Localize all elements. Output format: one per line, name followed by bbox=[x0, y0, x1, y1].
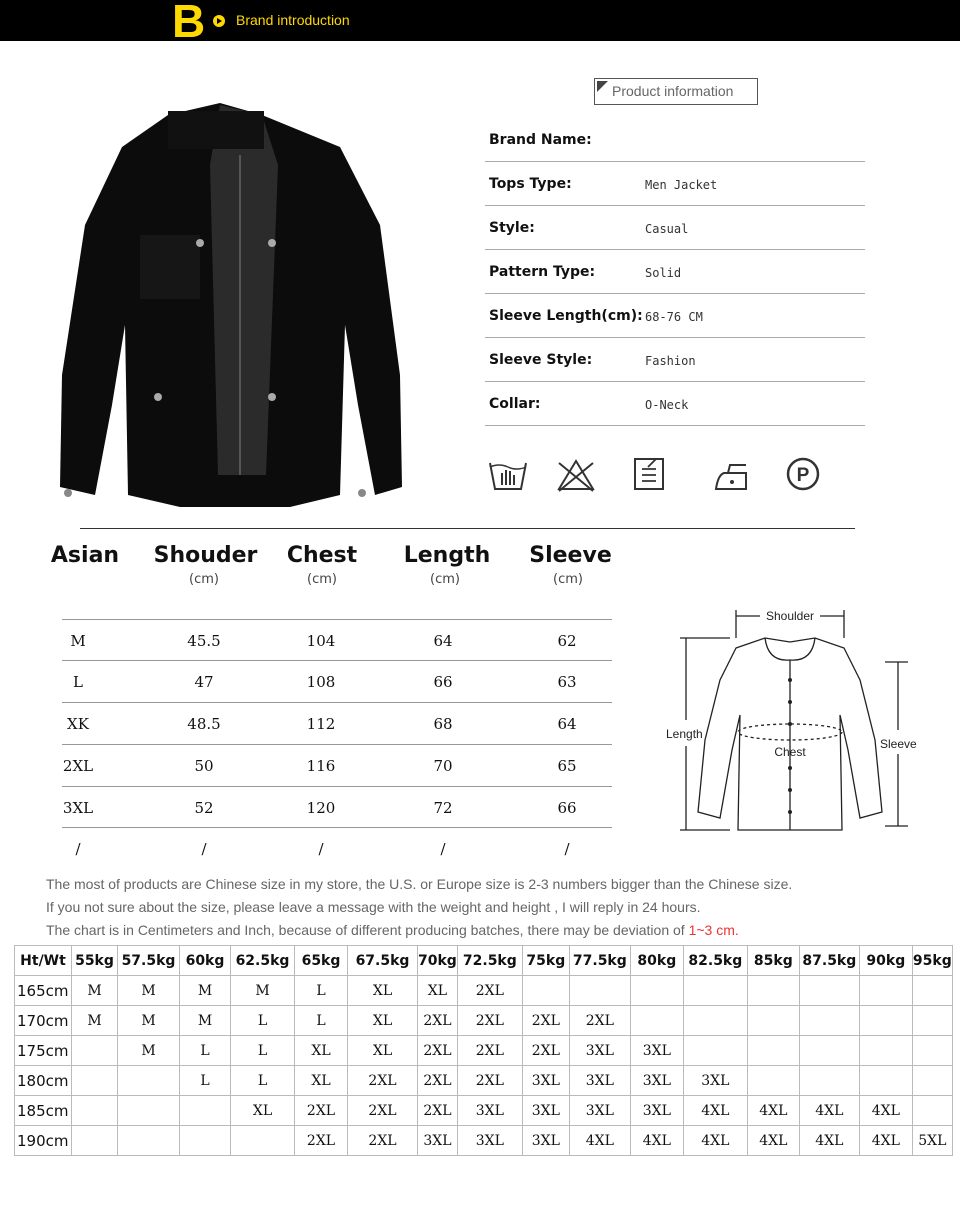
size-cell: 65 bbox=[557, 757, 577, 775]
size-cell: 68 bbox=[433, 715, 453, 733]
brand-logo-letter: B bbox=[172, 0, 206, 47]
size-cell bbox=[630, 976, 683, 1006]
size-cell bbox=[799, 1036, 859, 1066]
table-row bbox=[15, 1126, 953, 1156]
diagram-shoulder-label: Shoulder bbox=[765, 609, 815, 623]
size-cell bbox=[72, 1126, 118, 1156]
height-label: 165cm bbox=[15, 976, 72, 1006]
size-cell: 2XL bbox=[418, 1036, 458, 1066]
size-cell bbox=[683, 976, 747, 1006]
size-cell: 66 bbox=[433, 673, 453, 691]
size-cell: / bbox=[440, 840, 446, 858]
size-cell bbox=[912, 1066, 952, 1096]
size-cell: 3XL bbox=[630, 1066, 683, 1096]
size-cell: 4XL bbox=[569, 1126, 630, 1156]
size-cell: 3XL bbox=[418, 1126, 458, 1156]
size-cell: 2XL bbox=[348, 1066, 418, 1096]
measurement-diagram bbox=[660, 600, 930, 850]
size-cell: 4XL bbox=[859, 1096, 912, 1126]
iron-icon bbox=[710, 455, 752, 495]
size-cell: 2XL bbox=[457, 976, 522, 1006]
info-row-sleeve-length bbox=[485, 294, 865, 338]
size-cell bbox=[231, 1126, 295, 1156]
size-cell: 64 bbox=[557, 715, 577, 733]
size-cell bbox=[72, 1036, 118, 1066]
size-cell: 3XL bbox=[522, 1126, 569, 1156]
weight-header: 65kg bbox=[295, 946, 348, 976]
size-cell: 3XL bbox=[683, 1066, 747, 1096]
size-cell: 4XL bbox=[799, 1096, 859, 1126]
size-cell: 4XL bbox=[747, 1096, 799, 1126]
size-cell: 3XL bbox=[569, 1096, 630, 1126]
size-note-3-text: The chart is in Centimeters and Inch, because of different producing batches, there may be deviation of bbox=[46, 922, 689, 938]
weight-header: 80kg bbox=[630, 946, 683, 976]
size-cell: 2XL bbox=[457, 1036, 522, 1066]
size-note-3-deviation: 1~3 cm. bbox=[688, 922, 739, 938]
size-cell bbox=[683, 1006, 747, 1036]
diagram-chest-label: Chest bbox=[774, 745, 806, 759]
size-cell: XL bbox=[295, 1066, 348, 1096]
size-unit: (cm) bbox=[307, 572, 337, 587]
size-cell: 66 bbox=[557, 799, 577, 817]
size-cell: L bbox=[231, 1006, 295, 1036]
product-info-title: Product information bbox=[594, 78, 758, 105]
weight-header: 67.5kg bbox=[348, 946, 418, 976]
height-label: 180cm bbox=[15, 1066, 72, 1096]
size-cell: 3XL bbox=[569, 1066, 630, 1096]
size-cell: XL bbox=[348, 1036, 418, 1066]
size-row bbox=[62, 827, 612, 868]
diagram-sleeve-label: Sleeve bbox=[880, 737, 917, 751]
size-cell bbox=[683, 1036, 747, 1066]
size-cell: M bbox=[180, 1006, 231, 1036]
size-cell: L bbox=[295, 976, 348, 1006]
weight-header: 90kg bbox=[859, 946, 912, 976]
size-cell: 2XL bbox=[348, 1126, 418, 1156]
size-cell: L bbox=[180, 1066, 231, 1096]
size-cell: 3XL bbox=[630, 1096, 683, 1126]
size-cell: 108 bbox=[306, 673, 336, 691]
info-value: O-Neck bbox=[645, 398, 689, 412]
size-cell: 2XL bbox=[569, 1006, 630, 1036]
size-cell bbox=[118, 1066, 180, 1096]
dry-clean-icon bbox=[783, 455, 825, 495]
size-cell: L bbox=[295, 1006, 348, 1036]
svg-text:P: P bbox=[796, 465, 810, 486]
weight-header: 87.5kg bbox=[799, 946, 859, 976]
size-cell: 5XL bbox=[912, 1126, 952, 1156]
size-cell: 112 bbox=[306, 715, 336, 733]
brand-title: Brand introduction bbox=[236, 12, 350, 28]
size-cell: 45.5 bbox=[187, 632, 221, 650]
size-cell: 2XL bbox=[522, 1036, 569, 1066]
weight-header: 95kg bbox=[912, 946, 952, 976]
size-cell: 2XL bbox=[62, 757, 94, 775]
size-cell: M bbox=[72, 976, 118, 1006]
info-row-collar bbox=[485, 382, 865, 426]
weight-header: 85kg bbox=[747, 946, 799, 976]
size-cell bbox=[859, 1066, 912, 1096]
size-cell: XL bbox=[418, 976, 458, 1006]
size-cell: XL bbox=[231, 1096, 295, 1126]
info-row-sleeve-style bbox=[485, 338, 865, 382]
size-cell: / bbox=[75, 840, 81, 858]
size-cell bbox=[180, 1096, 231, 1126]
info-value: Casual bbox=[645, 222, 689, 236]
info-value: Men Jacket bbox=[645, 178, 718, 192]
info-value: Solid bbox=[645, 266, 682, 280]
size-cell bbox=[799, 1066, 859, 1096]
size-cell: 4XL bbox=[683, 1126, 747, 1156]
size-cell bbox=[747, 1006, 799, 1036]
size-cell: 2XL bbox=[348, 1096, 418, 1126]
size-cell: 4XL bbox=[630, 1126, 683, 1156]
weight-header: 55kg bbox=[72, 946, 118, 976]
size-cell: 120 bbox=[306, 799, 336, 817]
info-row-style bbox=[485, 206, 865, 250]
size-cell bbox=[747, 1036, 799, 1066]
table-corner: Ht/Wt bbox=[15, 946, 72, 976]
size-cell: 2XL bbox=[418, 1066, 458, 1096]
size-cell: 3XL bbox=[522, 1096, 569, 1126]
size-cell: 4XL bbox=[747, 1126, 799, 1156]
size-cell: 2XL bbox=[457, 1006, 522, 1036]
size-unit: (cm) bbox=[430, 572, 460, 587]
table-row bbox=[15, 1096, 953, 1126]
size-cell bbox=[859, 1036, 912, 1066]
weight-header: 62.5kg bbox=[231, 946, 295, 976]
size-cell: 52 bbox=[194, 799, 214, 817]
size-cell: M bbox=[118, 1036, 180, 1066]
diagram-length-label: Length bbox=[666, 727, 703, 741]
size-cell bbox=[72, 1066, 118, 1096]
weight-header: 82.5kg bbox=[683, 946, 747, 976]
size-cell: 4XL bbox=[859, 1126, 912, 1156]
size-header-chest: Chest bbox=[286, 543, 358, 568]
size-cell: 3XL bbox=[522, 1066, 569, 1096]
size-cell bbox=[747, 1066, 799, 1096]
size-note-3 bbox=[46, 922, 739, 938]
size-header-sleeve: Sleeve bbox=[529, 543, 612, 568]
size-cell: M bbox=[180, 976, 231, 1006]
info-row-brand bbox=[485, 118, 865, 162]
weight-header: 75kg bbox=[522, 946, 569, 976]
size-cell bbox=[522, 976, 569, 1006]
size-row bbox=[62, 619, 612, 660]
size-cell: XL bbox=[295, 1036, 348, 1066]
info-value: Fashion bbox=[645, 354, 696, 368]
table-row bbox=[15, 976, 953, 1006]
size-row bbox=[62, 660, 612, 701]
info-label: Tops Type: bbox=[489, 176, 572, 192]
size-cell bbox=[569, 976, 630, 1006]
table-row bbox=[15, 1066, 953, 1096]
size-cell: 64 bbox=[433, 632, 453, 650]
size-cell: 72 bbox=[433, 799, 453, 817]
size-cell bbox=[747, 976, 799, 1006]
size-cell: 2XL bbox=[522, 1006, 569, 1036]
table-row bbox=[15, 1036, 953, 1066]
size-cell: 116 bbox=[306, 757, 336, 775]
size-cell: 2XL bbox=[418, 1096, 458, 1126]
size-row bbox=[62, 702, 612, 743]
size-cell: M bbox=[118, 976, 180, 1006]
corner-mark-icon bbox=[597, 81, 608, 92]
size-cell: M bbox=[231, 976, 295, 1006]
size-cell bbox=[630, 1006, 683, 1036]
play-icon bbox=[213, 15, 225, 27]
size-unit: (cm) bbox=[553, 572, 583, 587]
no-bleach-icon bbox=[555, 455, 597, 495]
size-header-asian: Asian bbox=[50, 543, 120, 568]
size-cell: 3XL bbox=[569, 1036, 630, 1066]
size-cell: 3XL bbox=[62, 799, 94, 817]
weight-header-row bbox=[15, 946, 953, 976]
size-cell bbox=[799, 976, 859, 1006]
size-row bbox=[62, 786, 612, 827]
size-cell bbox=[912, 1036, 952, 1066]
size-note-1: The most of products are Chinese size in my store, the U.S. or Europe size is 2-3 numbers bigger than the Chinese size. bbox=[46, 876, 793, 892]
size-cell: 2XL bbox=[295, 1096, 348, 1126]
size-header-shoulder: Shouder bbox=[153, 543, 258, 568]
size-cell bbox=[859, 976, 912, 1006]
size-cell: 3XL bbox=[630, 1036, 683, 1066]
table-row bbox=[15, 1006, 953, 1036]
size-cell bbox=[799, 1006, 859, 1036]
size-cell: M bbox=[118, 1006, 180, 1036]
size-cell: L bbox=[180, 1036, 231, 1066]
weight-header: 72.5kg bbox=[457, 946, 522, 976]
info-row-tops-type bbox=[485, 162, 865, 206]
size-cell: 50 bbox=[194, 757, 214, 775]
size-cell: / bbox=[318, 840, 324, 858]
size-cell: 47 bbox=[194, 673, 214, 691]
section-divider bbox=[80, 528, 855, 529]
size-cell: 4XL bbox=[799, 1126, 859, 1156]
info-label: Collar: bbox=[489, 396, 541, 412]
size-cell: 3XL bbox=[457, 1126, 522, 1156]
height-weight-table bbox=[14, 945, 953, 1156]
info-label: Pattern Type: bbox=[489, 264, 596, 280]
weight-header: 60kg bbox=[180, 946, 231, 976]
info-label: Style: bbox=[489, 220, 535, 236]
size-cell: / bbox=[564, 840, 570, 858]
height-label: 170cm bbox=[15, 1006, 72, 1036]
size-note-2: If you not sure about the size, please leave a message with the weight and height , I will reply in 24 hours. bbox=[46, 899, 701, 915]
size-cell: / bbox=[201, 840, 207, 858]
size-cell: 2XL bbox=[457, 1066, 522, 1096]
size-cell: 104 bbox=[306, 632, 336, 650]
size-cell: XL bbox=[348, 1006, 418, 1036]
size-cell: L bbox=[231, 1036, 295, 1066]
size-cell bbox=[912, 1096, 952, 1126]
weight-header: 77.5kg bbox=[569, 946, 630, 976]
weight-header: 57.5kg bbox=[118, 946, 180, 976]
info-label: Sleeve Style: bbox=[489, 352, 593, 368]
size-cell: 63 bbox=[557, 673, 577, 691]
size-header-length: Length bbox=[403, 543, 491, 568]
size-cell: XK bbox=[67, 715, 89, 733]
size-cell: L bbox=[73, 673, 83, 691]
size-cell: 62 bbox=[557, 632, 577, 650]
size-cell: M bbox=[70, 632, 86, 650]
size-unit: (cm) bbox=[189, 572, 219, 587]
size-cell bbox=[912, 976, 952, 1006]
size-cell: 2XL bbox=[295, 1126, 348, 1156]
weight-header: 70kg bbox=[418, 946, 458, 976]
size-cell bbox=[859, 1006, 912, 1036]
tumble-dry-icon bbox=[630, 455, 672, 495]
size-cell: XL bbox=[348, 976, 418, 1006]
size-cell bbox=[72, 1096, 118, 1126]
size-cell: 3XL bbox=[457, 1096, 522, 1126]
size-cell bbox=[912, 1006, 952, 1036]
size-cell: M bbox=[72, 1006, 118, 1036]
info-row-pattern bbox=[485, 250, 865, 294]
size-cell: L bbox=[231, 1066, 295, 1096]
size-cell: 48.5 bbox=[187, 715, 221, 733]
info-label: Sleeve Length(cm): bbox=[489, 308, 643, 324]
brand-header bbox=[0, 0, 960, 41]
size-cell bbox=[118, 1126, 180, 1156]
jacket-image bbox=[40, 75, 430, 525]
height-label: 190cm bbox=[15, 1126, 72, 1156]
size-cell: 4XL bbox=[683, 1096, 747, 1126]
height-label: 185cm bbox=[15, 1096, 72, 1126]
height-label: 175cm bbox=[15, 1036, 72, 1066]
size-row bbox=[62, 744, 612, 785]
size-cell bbox=[180, 1126, 231, 1156]
size-cell bbox=[118, 1096, 180, 1126]
info-value: 68-76 CM bbox=[645, 310, 703, 324]
hand-wash-icon bbox=[487, 455, 529, 495]
info-label: Brand Name: bbox=[489, 132, 592, 148]
size-cell: 70 bbox=[433, 757, 453, 775]
size-cell: 2XL bbox=[418, 1006, 458, 1036]
